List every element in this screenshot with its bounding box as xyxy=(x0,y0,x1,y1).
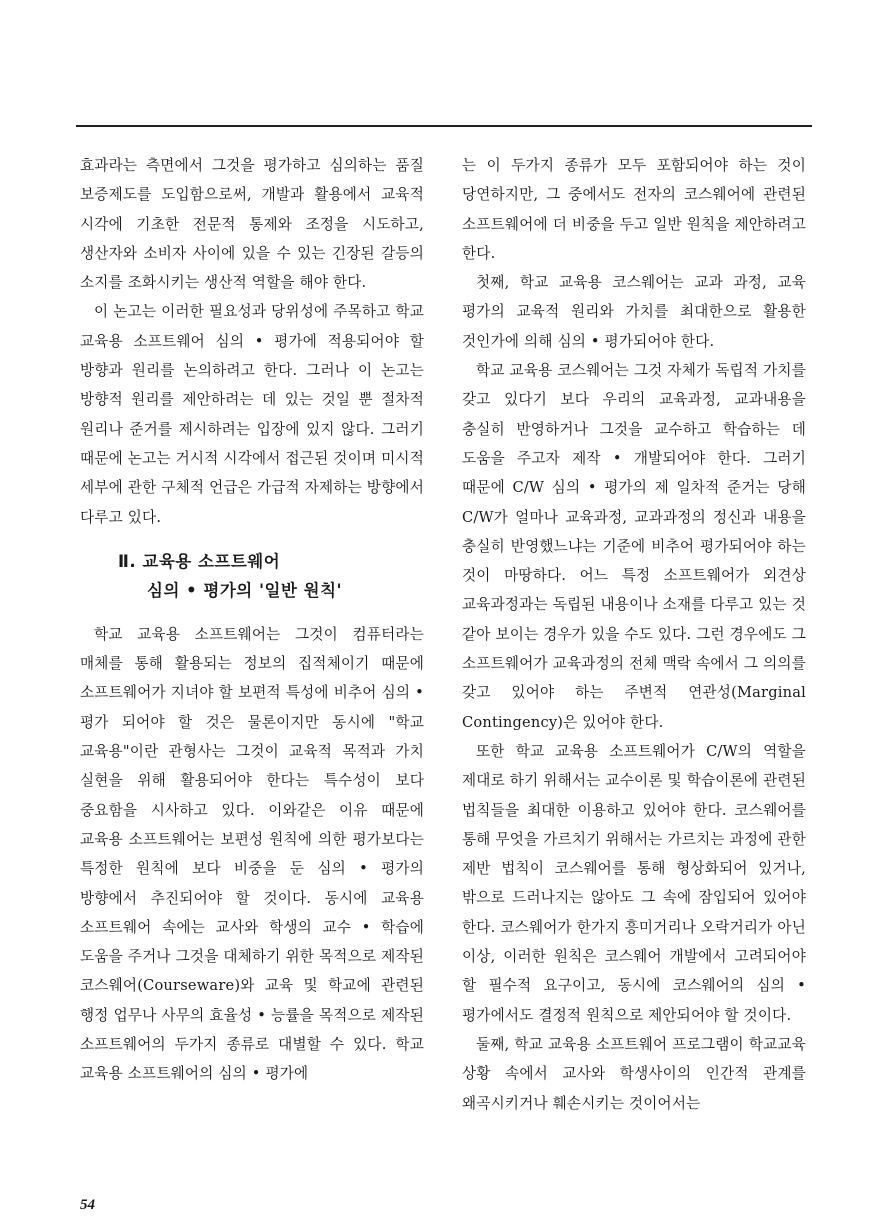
section-heading-line-1: Ⅱ. 교육용 소프트웨어 xyxy=(118,551,281,571)
header-rule xyxy=(76,125,812,127)
section-heading-line-2: 심의 • 평가의 '일반 원칙' xyxy=(147,580,343,600)
right-paragraph-4: 또한 학교 교육용 소프트웨어가 C/W의 역할을 제대로 하기 위해서는 교수이론 및 학습이론에 관련된 법칙들을 최대한 이용하고 있어야 한다. 코스웨어를 통해 무엇을 가르치기 위해서는 가르치는 과정에 관한 제반 법칙이 코스웨어를 통해 형상화되어 있거나, 밖으로 드러나지는 않아도 그 속에 잠입되어 있어야 한다. 코스웨어가 한가지 흥미거리나 오락거리가 아닌 이상, 이러한 원칙은 코스웨어 개발에서 고려되어야 할 필수적 요구이고, 동시에 코스웨어의 심의 • 평가에서도 결정적 원칙으로 제안되어야 할 것이다. xyxy=(462,742,806,1024)
right-paragraph-2: 첫째, 학교 교육용 코스웨어는 교과 과정, 교육 평가의 교육적 원리와 가치를 최대한으로 활용한 것인가에 의해 심의 • 평가되어야 한다. xyxy=(462,274,806,350)
page-number: 54 xyxy=(80,1197,95,1213)
left-paragraph-3: 학교 교육용 소프트웨어는 그것이 컴퓨터라는 매체를 통해 활용되는 정보의 집적체이기 때문에 소프트웨어가 지녀야 할 보편적 특성에 비추어 심의 • 평가 되어야 할 것은 물론이지만 동시에 "학교 교육용"이란 관형사는 그것이 교육적 목적과 가치 실현을 위해 활용되어야 한다는 특수성이 보다 중요함을 시사하고 있다. 이와같은 이유 때문에 교육용 소프트웨어는 보편성 원칙에 의한 평가보다는 특정한 원칙에 보다 비중을 둔 심의 • 평가의 방향에서 추진되어야 할 것이다. 동시에 교육용 소프트웨어 속에는 교사와 학생의 교수 • 학습에 도움을 주거나 그것을 대체하기 위한 목적으로 제작된 코스웨어(Courseware)와 교육 및 학교에 관련된 행정 업무나 사무의 효율성 • 능률을 목적으로 제작된 소프트웨어의 두가지 종류로 대별할 수 있다. 학교 교육용 소프트웨어의 심의 • 평가에 xyxy=(80,625,424,1083)
right-column xyxy=(462,151,806,1118)
left-paragraph-1: 효과라는 측면에서 그것을 평가하고 심의하는 품질 보증제도를 도입함으로써, 개발과 활용에서 교육적 시각에 기초한 전문적 통제와 조정을 시도하고, 생산자와 소비자 사이에 있을 수 있는 긴장된 갈등의 소지를 조화시키는 생산적 역할을 해야 한다. xyxy=(80,157,424,292)
right-paragraph-5: 둘째, 학교 교육용 소프트웨어 프로그램이 학교교육 상황 속에서 교사와 학생사이의 인간적 관계를 왜곡시키거나 훼손시키는 것이어서는 xyxy=(462,1035,806,1112)
section-heading xyxy=(80,532,424,620)
left-column xyxy=(80,151,424,1089)
right-paragraph-1: 는 이 두가지 종류가 모두 포함되어야 하는 것이 당연하지만, 그 중에서도 전자의 코스웨어에 관련된 소프트웨어에 더 비중을 두고 일반 원칙을 제안하려고 한다. xyxy=(462,157,806,262)
left-paragraph-2: 이 논고는 이러한 필요성과 당위성에 주목하고 학교 교육용 소프트웨어 심의 • 평가에 적용되어야 할 방향과 원리를 논의하려고 한다. 그러나 이 논고는 방향적 원리를 제안하려는 데 있는 것일 뿐 절차적 원리나 준거를 제시하려는 입장에 있지 않다. 그러기 때문에 논고는 거시적 시각에서 접근된 것이며 미시적 세부에 관한 구체적 언급은 가급적 자제하는 방향에서 다루고 있다. xyxy=(80,303,424,526)
right-paragraph-3: 학교 교육용 코스웨어는 그것 자체가 독립적 가치를 갖고 있다기 보다 우리의 교육과정, 교과내용을 충실히 반영하거나 그것을 교수하고 학습하는 데 도움을 주고자 제작 • 개발되어야 한다. 그러기 때문에 C/W 심의 • 평가의 제 일차적 준거는 당해 C/W가 얼마나 교육과정, 교과과정의 정신과 내용을 충실히 반영했느냐는 기준에 비추어 평가되어야 하는 것이 마땅하다. 어느 특정 소프트웨어가 외견상 교육과정과는 독립된 내용이나 소재를 다루고 있는 것 같아 보이는 경우가 있을 수도 있다. 그런 경우에도 그 소프트웨어가 교육과정의 전체 맥락 속에서 그 의의를 갖고 있어야 하는 주변적 연관성(Marginal Contingency)은 있어야 한다. xyxy=(462,362,806,731)
